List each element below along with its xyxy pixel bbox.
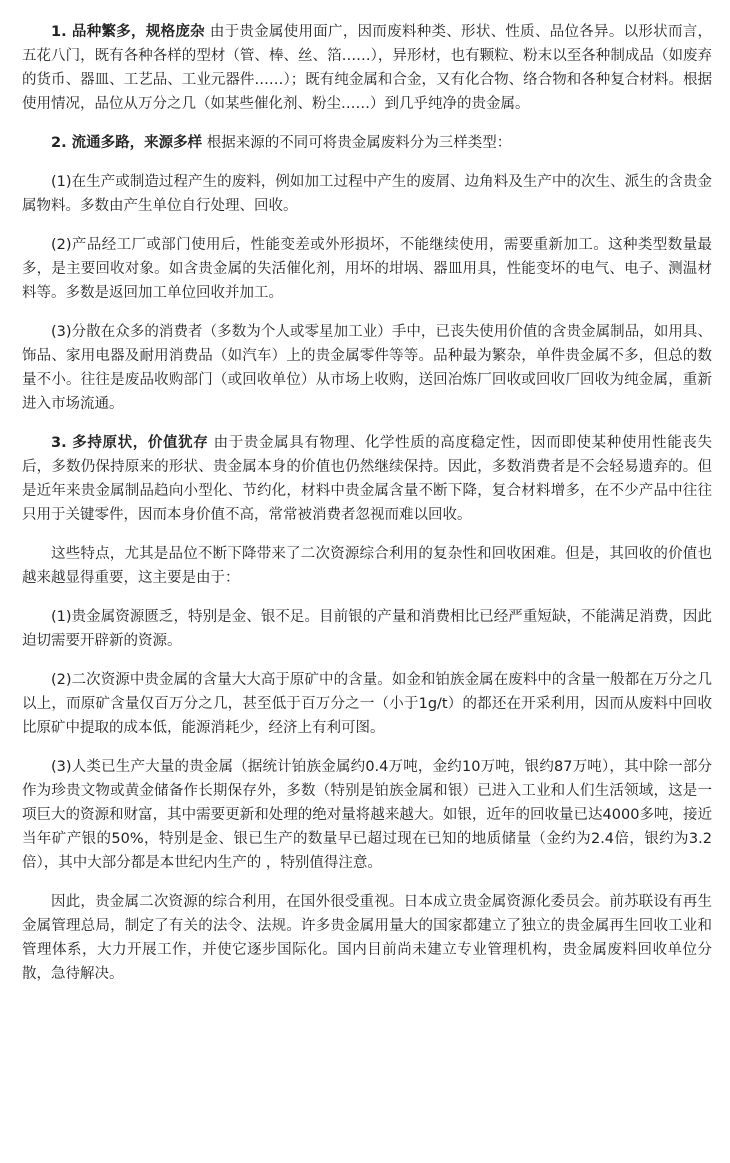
paragraph-5: (3)分散在众多的消费者（多数为个人或零星加工业）手中，已丧失使用价值的含贵金属制品，如用具、饰品、家用电器及耐用消费品（如汽车）上的贵金属零件等等。品种最为繁杂，单件贵金属不多，但总的数量不小。往往是废品收购部门（或回收单位）从市场上收购，送回冶炼厂回收或回收厂回收为纯金属，重新进入市场流通。 — [22, 324, 712, 412]
paragraph-11: 因此，贵金属二次资源的综合利用，在国外很受重视。日本成立贵金属资源化委员会。前苏联设有再生金属管理总局，制定了有关的法令、法规。许多贵金属用量大的国家都建立了独立的贵金属再生回收工业和管理体系，大力开展工作，并使它逐步国际化。国内目前尚未建立专业管理机构，贵金属废料回收单位分散，急待解决。 — [22, 894, 712, 982]
paragraph-4: (2)产品经工厂或部门使用后，性能变差或外形损坏，不能继续使用，需要重新加工。这种类型数量最多，是主要回收对象。如含贵金属的失活催化剂，用坏的坩埚、器皿用具，性能变坏的电气、电子、测温材料等。多数是返回加工单位回收并加工。 — [22, 237, 712, 301]
paragraph-text: 根据来源的不同可将贵金属废料分为三样类型： — [206, 135, 512, 151]
paragraph-7: 这些特点，尤其是品位不断下降带来了二次资源综合利用的复杂性和回收困难。但是，其回收的价值也越来越显得重要，这主要是由于： — [22, 546, 712, 586]
paragraph-6 — [22, 431, 712, 542]
section-heading-2: 2. 流通多路，来源多样 — [51, 135, 203, 151]
paragraph-2 — [22, 131, 712, 170]
paragraph-text: 由于贵金属具有物理、化学性质的高度稳定性，因而即使某种使用性能丧失后，多数仍保持原来的形状、贵金属本身的价值也仍然继续保持。因此，多数消费者是不会轻易遗弃的。但是近年来贵金属制品趋向小型化、节约化，材料中贵金属含量不断下降，复合材料增多，在不少产品中往往只用于关键零件，因而本身价值不高，常常被消费者忽视而难以回收。 — [22, 435, 713, 523]
paragraph-1 — [22, 20, 712, 131]
paragraph-10: (3)人类已生产大量的贵金属（据统计铂族金属约0.4万吨，金约10万吨，银约87万吨），其中除一部分作为珍贵文物或黄金储备作长期保存外，多数（特别是铂族金属和银）已进入工业和人们生活领域，这是一项巨大的资源和财富，其中需要更新和处理的绝对量将越来越大。如银，近年的回收量已达4000多吨，接近当年矿产银的50%，特别是金、银已生产的数量早已超过现在已知的地质储量（金约为2.4倍，银约为3.2倍），其中大部分都是本世纪内生产的 ，特别值得注意。 — [22, 759, 712, 871]
paragraph-8: (1)贵金属资源匮乏，特别是金、银不足。目前银的产量和消费相比已经严重短缺，不能满足消费，因此迫切需要开辟新的资源。 — [22, 609, 712, 649]
paragraph-text: 由于贵金属使用面广，因而废料种类、形状、性质、品位各异。以形状而言，五花八门，既有各种各样的型材（管、棒、丝、箔……），异形材，也有颗粒、粉末以至各种制成品（如废弃的货币、器皿、工艺品、工业元器件……）；既有纯金属和合金，又有化合物、络合物和各种复合材料。根据使用情况，品位从万分之几（如某些催化剂、粉尘……）到几乎纯净的贵金属。 — [22, 24, 713, 112]
paragraph-9: (2)二次资源中贵金属的含量大大高于原矿中的含量。如金和铂族金属在废料中的含量一般都在万分之几以上，而原矿含量仅百万分之几，甚至低于百万分之一（小于1g/t）的都还在开采利用，因而从废料中回收比原矿中提取的成本低，能源消耗少，经济上有利可图。 — [22, 672, 712, 736]
section-heading-1: 1. 品种繁多，规格庞杂 — [51, 24, 205, 40]
paragraph-3: (1)在生产或制造过程产生的废料，例如加工过程中产生的废屑、边角料及生产中的次生、派生的含贵金属物料。多数由产生单位自行处理、回收。 — [22, 174, 712, 214]
section-heading-3: 3. 多持原状，价值犹存 — [51, 435, 209, 451]
